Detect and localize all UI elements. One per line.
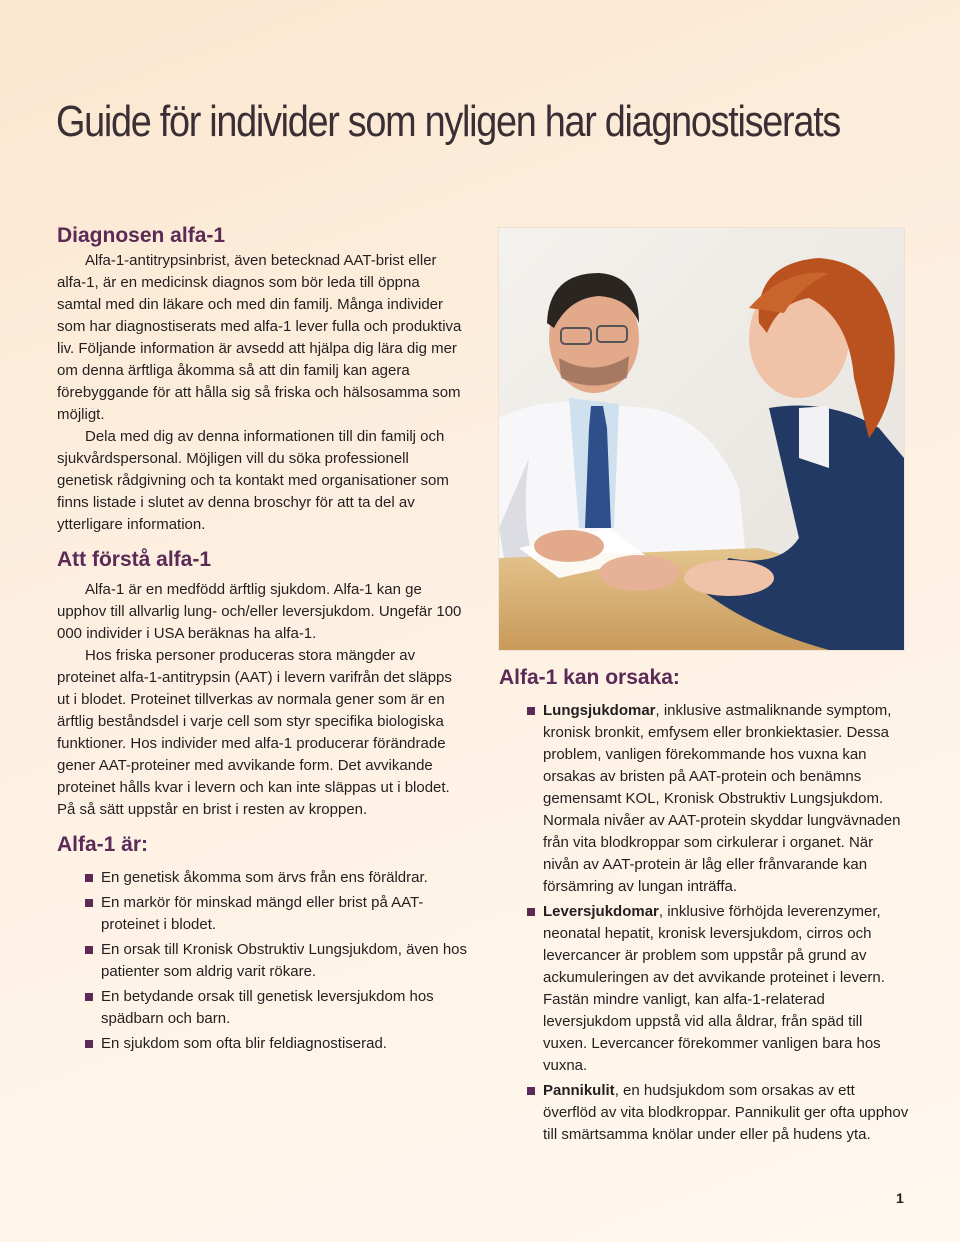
page-number: 1 — [896, 1190, 904, 1206]
left-column — [57, 222, 467, 1058]
bullet-square-icon — [527, 707, 535, 715]
alfa1-is-list — [57, 867, 467, 1055]
list-item: En betydande orsak till genetisk leversjukdom hos spädbarn och barn. — [57, 986, 467, 1030]
bullet-square-icon — [85, 899, 93, 907]
list-item: En sjukdom som ofta blir feldiagnostiserad. — [57, 1033, 467, 1055]
alfa1-causes-list — [499, 700, 909, 1146]
diagnosis-paragraph-2: Dela med dig av denna informationen till din familj och sjukvårdspersonal. Möjligen vill du söka professionell genetisk rådgivning och ta kontakt med organisationer som finns listade i slutet av denna broschyr för att ta del av ytterligare information. — [57, 428, 449, 533]
doctor-patient-photo — [499, 228, 904, 650]
list-item: Pannikulit, en hudsjukdom som orsakas av ett överflöd av vita blodkroppar. Pannikulit ger ofta upphov till smärtsamma knölar under eller på hudens yta. — [499, 1080, 909, 1146]
section-heading-understanding: Att förstå alfa-1 — [57, 548, 212, 571]
bullet-square-icon — [85, 1040, 93, 1048]
list-item: Leversjukdomar, inklusive förhöjda leverenzymer, neonatal hepatit, kronisk leversjukdom, cirros och levercancer är problem som uppstår på grund av ackumuleringen av det avvikande proteinet i levern. Fastän mindre vanligt, kan alfa-1-relaterad leversjukdom uppstå vid alla åldrar, från späd till vuxen. Levercancer förekommer vanligen bara hos vuxna. — [499, 901, 909, 1077]
understanding-paragraph-1: Alfa-1 är en medfödd ärftlig sjukdom. Alfa-1 kan ge upphov till allvarlig lung- och/eller leversjukdom. Ungefär 100 000 individer i USA beräknas ha alfa-1. — [57, 581, 462, 642]
bullet-square-icon — [527, 1087, 535, 1095]
list-item: Lungsjukdomar, inklusive astmaliknande symptom, kronisk bronkit, emfysem eller bronkiektasier. Dessa problem, vanligen förekommande hos vuxna kan orsakas av bristen på AAT-protein och benämns gemensamt KOL, Kronisk Obstruktiv Lungsjukdom. Normala nivåer av AAT-protein skyddar lungvävnaden från vita blodkroppar som cirkulerar i organet. När nivån av AAT-protein är låg eller frånvarande kan försämring av lungan inträffa. — [499, 700, 909, 898]
page-title: Guide för individer som nyligen har diagnostiserats — [56, 97, 840, 146]
list-item: En orsak till Kronisk Obstruktiv Lungsjukdom, även hos patienter som aldrig varit rökare. — [57, 939, 467, 983]
bullet-square-icon — [527, 908, 535, 916]
bullet-square-icon — [85, 874, 93, 882]
bullet-square-icon — [85, 946, 93, 954]
diagnosis-paragraph-1: Alfa-1-antitrypsinbrist, även betecknad AAT-brist eller alfa-1, är en medicinsk diagnos som bör leda till öppna samtal med din läkare och med din familj. Många individer som har diagnostiserats med alfa-1 lever fulla och produktiva liv. Följande information är avsedd att hjälpa dig lära dig mer om denna ärftliga åkomma så att din familj kan agera förebyggande för att hålla sig så friska och hälsosamma som möjligt. — [57, 252, 462, 423]
bullet-square-icon — [85, 993, 93, 1001]
section-heading-diagnosis: Diagnosen alfa-1 — [57, 224, 226, 247]
list-item: En genetisk åkomma som ärvs från ens föräldrar. — [57, 867, 467, 889]
right-column — [499, 664, 909, 1149]
list-item: En markör för minskad mängd eller brist på AAT-proteinet i blodet. — [57, 892, 467, 936]
section-heading-alfa1-is: Alfa-1 är: — [57, 833, 149, 856]
section-heading-alfa1-causes: Alfa-1 kan orsaka: — [499, 666, 680, 689]
understanding-paragraph-2: Hos friska personer produceras stora mängder av proteinet alfa-1-antitrypsin (AAT) i levern varifrån det släpps ut i blodet. Proteinet tillverkas av normala gener som är en ärftlig beståndsdel i varje cell som styr specifika biologiska funktioner. Hos individer med alfa-1 producerar förändrade gener AAT-proteiner med avvikande form. Det avvikande proteinet hålls kvar i levern och kan inte släppas ut i blodet. På så sätt uppstår en brist i resten av kroppen. — [57, 647, 452, 818]
